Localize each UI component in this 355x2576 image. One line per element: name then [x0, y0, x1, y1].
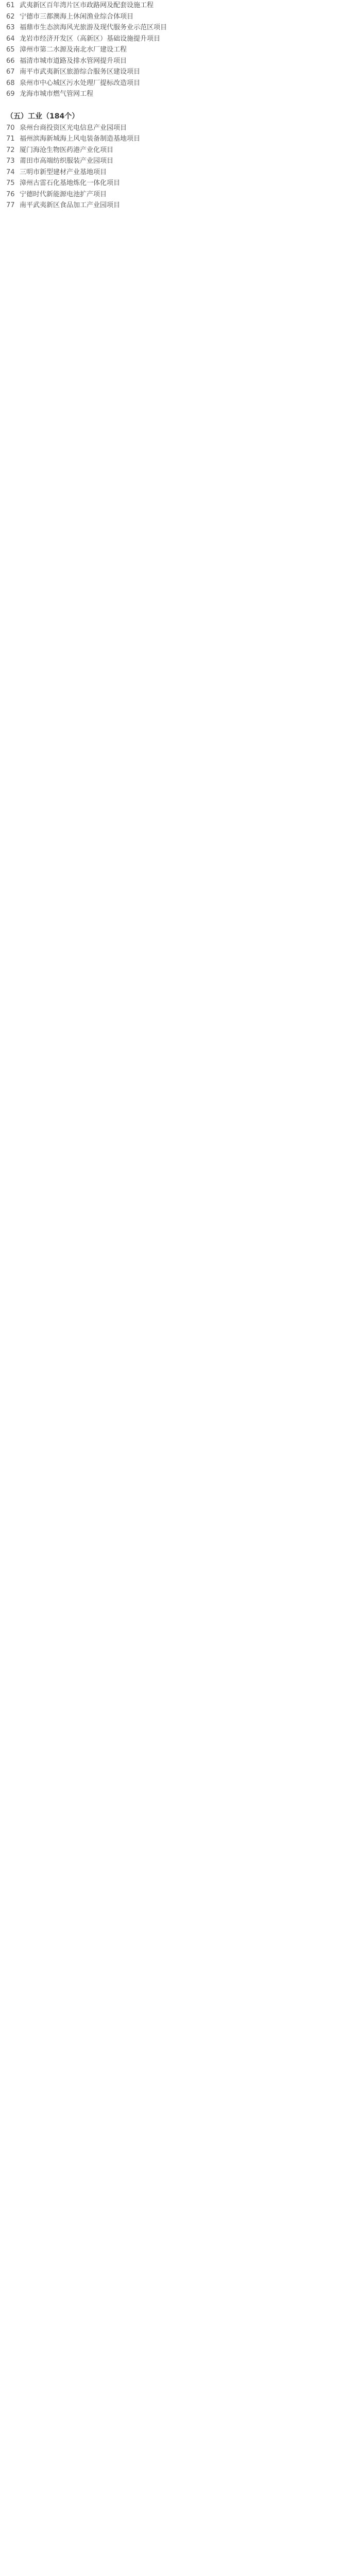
item-number: 77 — [6, 201, 15, 209]
list-item — [6, 0, 355, 11]
item-title: 厦门海沧生物医药港产业化项目 — [20, 146, 114, 154]
project-list-industry — [6, 123, 355, 211]
item-title: 泉州市中心城区污水处理厂提标改造项目 — [20, 79, 141, 87]
section-heading-industry: （五）工业（184个） — [6, 112, 79, 121]
item-title: 漳州古雷石化基地炼化一体化项目 — [20, 179, 121, 187]
list-item — [6, 66, 355, 78]
list-item — [6, 178, 355, 189]
item-number: 76 — [6, 190, 15, 198]
list-item — [6, 167, 355, 178]
item-number: 69 — [6, 90, 15, 98]
item-number: 74 — [6, 168, 15, 176]
item-title: 宁德时代新能源电池扩产项目 — [20, 190, 107, 198]
item-number: 62 — [6, 12, 15, 21]
item-number: 61 — [6, 2, 15, 9]
item-number: 73 — [6, 157, 15, 165]
item-title: 福州滨海新城海上风电装备制造基地项目 — [20, 135, 141, 143]
item-title: 南平武夷新区食品加工产业园项目 — [20, 201, 121, 209]
item-number: 68 — [6, 79, 15, 87]
list-item — [6, 33, 355, 45]
item-title: 福鼎市生态滨海风光旅游及现代服务业示范区项目 — [20, 24, 167, 31]
item-number: 75 — [6, 179, 15, 187]
item-title: 南平市武夷新区旅游综合服务区建设项目 — [20, 68, 141, 76]
item-title: 宁德市三都澳海上休闲渔业综合体项目 — [20, 12, 134, 21]
item-title: 龙海市城市燃气管网工程 — [20, 90, 94, 98]
list-item — [6, 22, 355, 33]
item-number: 65 — [6, 46, 15, 54]
item-title: 龙岩市经济开发区（高新区）基础设施提升项目 — [20, 35, 161, 43]
list-item — [6, 123, 355, 134]
project-list-pre — [6, 0, 355, 100]
item-number: 67 — [6, 68, 15, 76]
list-item — [6, 89, 355, 100]
item-title: 福清市城市道路及排水管网提升项目 — [20, 57, 127, 65]
item-title: 泉州台商投资区光电信息产业园项目 — [20, 124, 127, 132]
list-item — [6, 200, 355, 211]
list-item — [6, 56, 355, 67]
item-number: 64 — [6, 35, 15, 43]
list-item — [6, 156, 355, 167]
item-number: 66 — [6, 57, 15, 65]
list-item — [6, 44, 355, 56]
item-title: 漳州市第二水源及南北水厂建设工程 — [20, 46, 127, 54]
list-item — [6, 133, 355, 145]
list-item — [6, 145, 355, 156]
item-number: 63 — [6, 24, 15, 31]
item-number: 72 — [6, 146, 15, 154]
item-number: 70 — [6, 124, 15, 132]
list-item — [6, 11, 355, 23]
item-title: 三明市新型建材产业基地项目 — [20, 168, 107, 176]
item-title: 武夷新区百年湾片区市政路网及配套设施工程 — [20, 2, 154, 9]
list-item — [6, 189, 355, 200]
item-title: 莆田市高端纺织服装产业园项目 — [20, 157, 114, 165]
list-item — [6, 78, 355, 89]
item-number: 71 — [6, 135, 15, 143]
